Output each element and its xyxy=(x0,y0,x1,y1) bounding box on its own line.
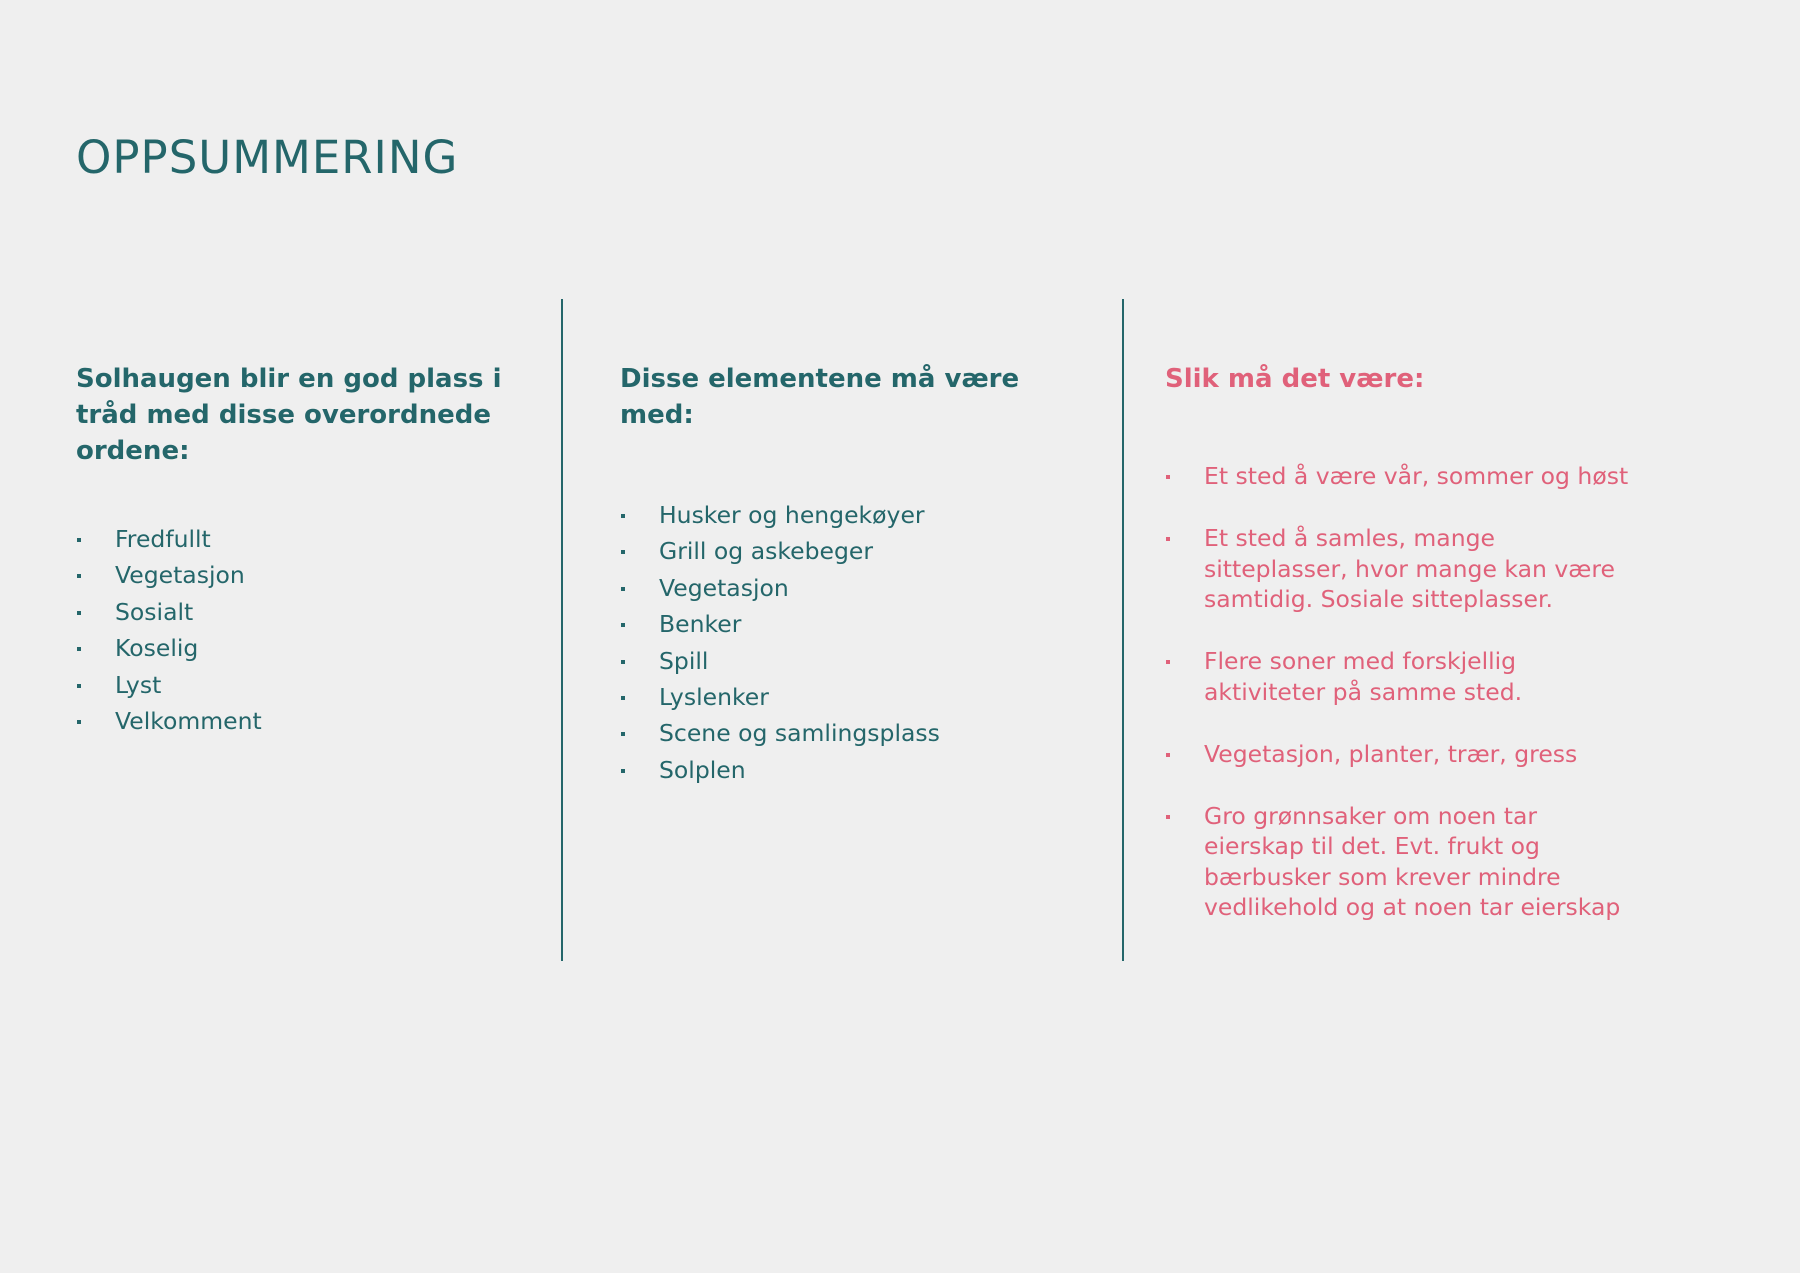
list-item: Scene og samlingsplass xyxy=(620,715,1080,751)
list-item: Vegetasjon, planter, trær, gress xyxy=(1165,739,1635,770)
elements-column xyxy=(620,361,1080,788)
list-item: Lyst xyxy=(76,667,546,703)
list-item: Solplen xyxy=(620,752,1080,788)
requirements-list xyxy=(1165,461,1635,923)
list-item: Et sted å samles, mange sitteplasser, hvor mange kan være samtidig. Sosiale sitteplasser. xyxy=(1165,523,1635,615)
requirements-column xyxy=(1165,361,1635,954)
requirements-heading: Slik må det være: xyxy=(1165,364,1425,394)
list-item: Et sted å være vår, sommer og høst xyxy=(1165,461,1635,492)
list-item: Velkomment xyxy=(76,703,546,739)
list-item: Koselig xyxy=(76,630,546,666)
keywords-column xyxy=(76,361,546,739)
list-item: Sosialt xyxy=(76,594,546,630)
column-divider xyxy=(1122,299,1124,961)
list-item: Spill xyxy=(620,643,1080,679)
keywords-heading: Solhaugen blir en god plass i tråd med disse overordnede ordene: xyxy=(76,364,502,466)
list-item: Gro grønnsaker om noen tar eierskap til det. Evt. frukt og bærbusker som krever mindre vedlikehold og at noen tar eierskap xyxy=(1165,801,1635,923)
elements-heading: Disse elementene må være med: xyxy=(620,364,1020,430)
list-item: Vegetasjon xyxy=(76,557,546,593)
list-item: Fredfullt xyxy=(76,521,546,557)
elements-list xyxy=(620,497,1080,788)
list-item: Vegetasjon xyxy=(620,570,1080,606)
column-divider xyxy=(561,299,563,961)
list-item: Husker og hengekøyer xyxy=(620,497,1080,533)
page-title: OPPSUMMERING xyxy=(76,131,459,184)
keywords-list xyxy=(76,521,546,739)
list-item: Lyslenker xyxy=(620,679,1080,715)
list-item: Flere soner med forskjellig aktiviteter på samme sted. xyxy=(1165,646,1635,707)
list-item: Benker xyxy=(620,606,1080,642)
list-item: Grill og askebeger xyxy=(620,533,1080,569)
